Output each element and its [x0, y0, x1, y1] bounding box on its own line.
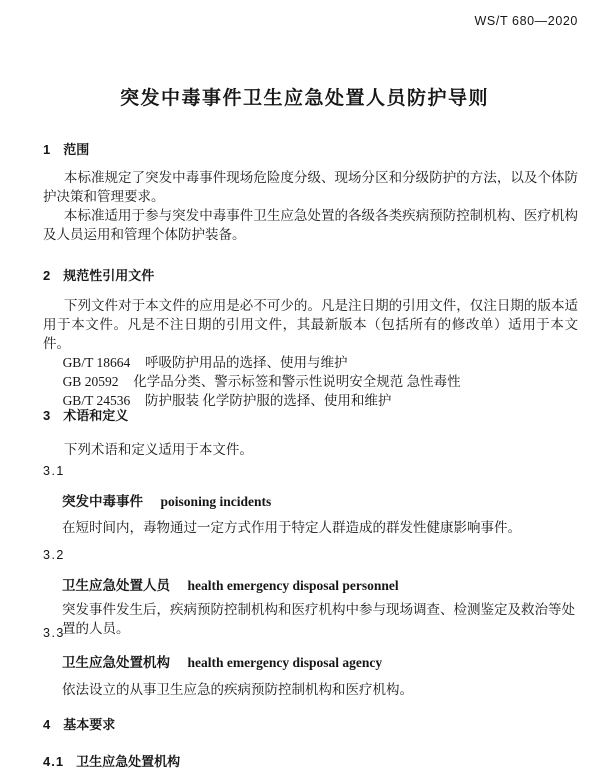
- section-heading-normative-references: [43, 265, 154, 284]
- doc-title: 突发中毒事件卫生应急处置人员防护导则: [119, 88, 489, 109]
- subsection-number: 4.1: [43, 754, 65, 769]
- reference-code: GB/T 24536: [62, 393, 131, 408]
- reference-item: [43, 372, 578, 391]
- term-english: health emergency disposal personnel: [187, 578, 399, 593]
- term-entry-3-2: [62, 574, 399, 594]
- reference-title: 化学品分类、警示标签和警示性说明安全规范 急性毒性: [133, 374, 461, 389]
- section-number: 4: [43, 717, 51, 732]
- reference-title: 呼吸防护用品的选择、使用与维护: [145, 355, 348, 370]
- terms-intro-body: [43, 440, 578, 459]
- term-definition-3-1: 在短时间内，毒物通过一定方式作用于特定人群造成的群发性健康影响事件。: [62, 520, 521, 535]
- term-entry-3-1: [62, 490, 271, 510]
- section-number: 3: [43, 408, 51, 423]
- term-chinese: 卫生应急处置人员: [62, 578, 170, 593]
- doc-number: WS/T 680—2020: [474, 14, 578, 28]
- normative-references-body: [43, 296, 578, 410]
- reference-title: 防护服装 化学防护服的选择、使用和维护: [145, 393, 392, 408]
- clause-number-3-2: 3.2: [43, 548, 65, 562]
- section-title: 术语和定义: [63, 408, 129, 423]
- reference-code: GB 20592: [62, 374, 119, 389]
- term-chinese: 突发中毒事件: [62, 494, 143, 509]
- section-title: 范围: [63, 142, 90, 157]
- term-definition-3-3: 依法设立的从事卫生应急的疾病预防控制机构和医疗机构。: [62, 682, 413, 697]
- section-number: 1: [43, 142, 51, 157]
- scope-paragraph-2: 本标准适用于参与突发中毒事件卫生应急处置的各级各类疾病预防控制机构、医疗机构及人员运用和管理个体防护装备。: [43, 208, 578, 242]
- section-heading-terms: [43, 405, 128, 424]
- terms-intro: 下列术语和定义适用于本文件。: [63, 442, 253, 457]
- references-intro: 下列文件对于本文件的应用是必不可少的。凡是注日期的引用文件，仅注日期的版本适用于本文件。凡是不注日期的引用文件，其最新版本（包括所有的修改单）适用于本文件。: [43, 298, 578, 351]
- scope-paragraph-1: 本标准规定了突发中毒事件现场危险度分级、现场分区和分级防护的方法，以及个体防护决策和管理要求。: [43, 170, 578, 204]
- reference-item: [43, 353, 578, 372]
- section-title: 基本要求: [63, 717, 116, 732]
- subsection-heading-disposal-agency: [43, 751, 180, 770]
- clause-number-3-1: 3.1: [43, 464, 65, 478]
- section-heading-scope: [43, 139, 89, 158]
- reference-code: GB/T 18664: [62, 355, 131, 370]
- term-english: health emergency disposal agency: [187, 655, 383, 670]
- term-entry-3-3: [62, 651, 382, 671]
- clause-number-3-3: 3.3: [43, 626, 65, 640]
- subsection-title: 卫生应急处置机构: [76, 754, 181, 769]
- section-heading-basic-requirements: [43, 714, 115, 733]
- scope-body: [43, 168, 578, 244]
- term-definition-3-2: 突发事件发生后，疾病预防控制机构和医疗机构中参与现场调查、检测鉴定及救治等处置的人员。: [62, 602, 575, 636]
- term-english: poisoning incidents: [160, 494, 272, 509]
- section-number: 2: [43, 268, 51, 283]
- section-title: 规范性引用文件: [63, 268, 155, 283]
- term-chinese: 卫生应急处置机构: [62, 655, 170, 670]
